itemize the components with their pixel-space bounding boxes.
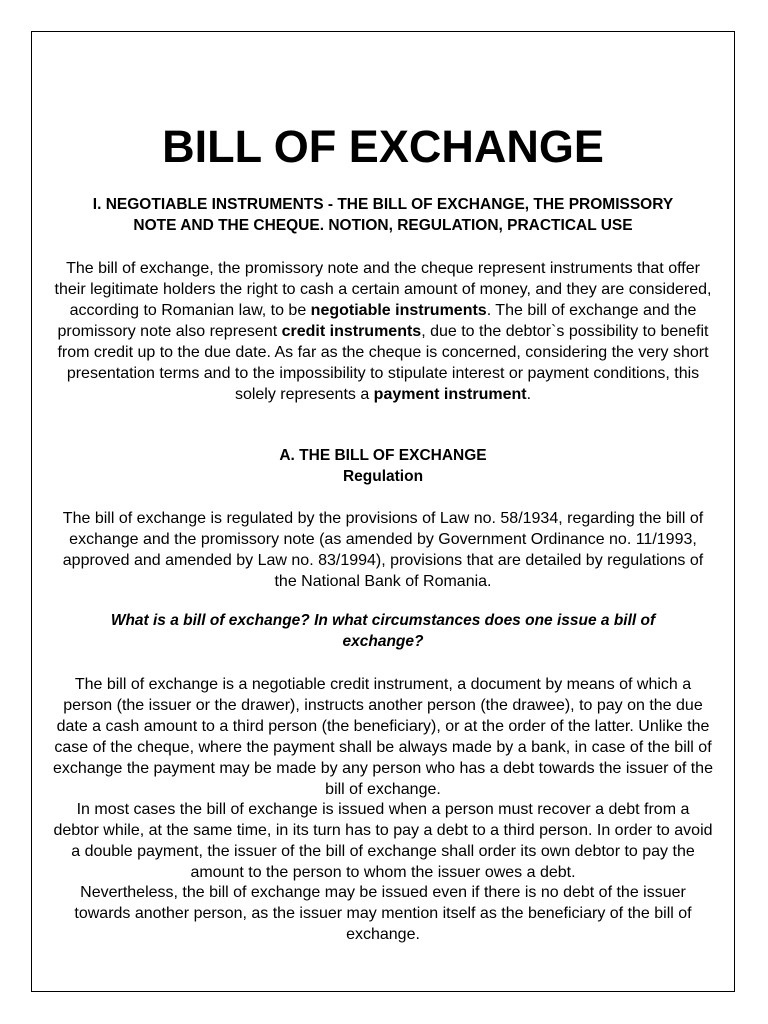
definition-paragraph: The bill of exchange is a negotiable credit instrument, a document by means of which a person (the issuer or the drawer), instructs another person (the drawee), to pay on the due date a cash amount to a third person (the beneficiary), or at the order of the latter. Unlike the case of the cheque, where the payment shall be always made by a bank, in case of the bill of exchange the payment may be made by any person who has a debt towards the issuer of the bill of exchange.: [53, 676, 713, 798]
term-payment-instrument: payment instrument: [373, 386, 527, 403]
intro-text-2: . The bill of exchange and the promissory note also represent: [57, 302, 697, 340]
intro-text-4: .: [526, 386, 532, 403]
document-title: BILL OF EXCHANGE: [162, 121, 604, 172]
intro-text-3: , due to the debtor`s possibility to benefit from credit up to the due date. As far as the cheque is concerned, considering the very short presentation terms and to the impossibility to stipulate interest or payment conditions, this solely represents a: [57, 323, 709, 403]
intro-paragraph: [52, 258, 714, 405]
section-heading-line-1: I. NEGOTIABLE INSTRUMENTS - THE BILL OF EXCHANGE, THE PROMISSORY: [92, 196, 674, 213]
regulation-paragraph: The bill of exchange is regulated by the provisions of Law no. 58/1934, regarding the bill of exchange and the promissory note (as amended by Government Ordinance no. 11/1993, approved and amended by Law no. 83/1994), provisions that are detailed by regulations of the National Bank of Romania.: [62, 510, 704, 590]
subsection-heading: [32, 445, 734, 487]
intro-text-1: The bill of exchange, the promissory note and the cheque represent instruments that offer their legitimate holders the right to cash a certain amount of money, and they are considered, according to Romanian law, to be: [54, 260, 712, 319]
question-heading: What is a bill of exchange? In what circumstances does one issue a bill of exchange?: [110, 612, 656, 650]
section-heading-line-2: NOTE AND THE CHEQUE. NOTION, REGULATION, PRACTICAL USE: [133, 217, 633, 234]
section-heading: [62, 194, 704, 236]
cases-paragraph: In most cases the bill of exchange is issued when a person must recover a debt from a debtor while, at the same time, in its turn has to pay a debt to a third person. In order to avoid a double payment, the issuer of the bill of exchange shall order its own debtor to pay the amount to the person to whom the issuer owes a debt.: [53, 801, 713, 881]
document-page: [31, 31, 735, 992]
term-credit-instruments: credit instruments: [281, 323, 422, 340]
subsection-title: A. THE BILL OF EXCHANGE: [279, 447, 487, 464]
subsection-subtitle: Regulation: [342, 468, 424, 485]
nevertheless-paragraph: Nevertheless, the bill of exchange may be issued even if there is no debt of the issuer towards another person, as the issuer may mention itself as the beneficiary of the bill of exchange.: [74, 884, 692, 943]
term-negotiable-instruments: negotiable instruments: [310, 302, 487, 319]
